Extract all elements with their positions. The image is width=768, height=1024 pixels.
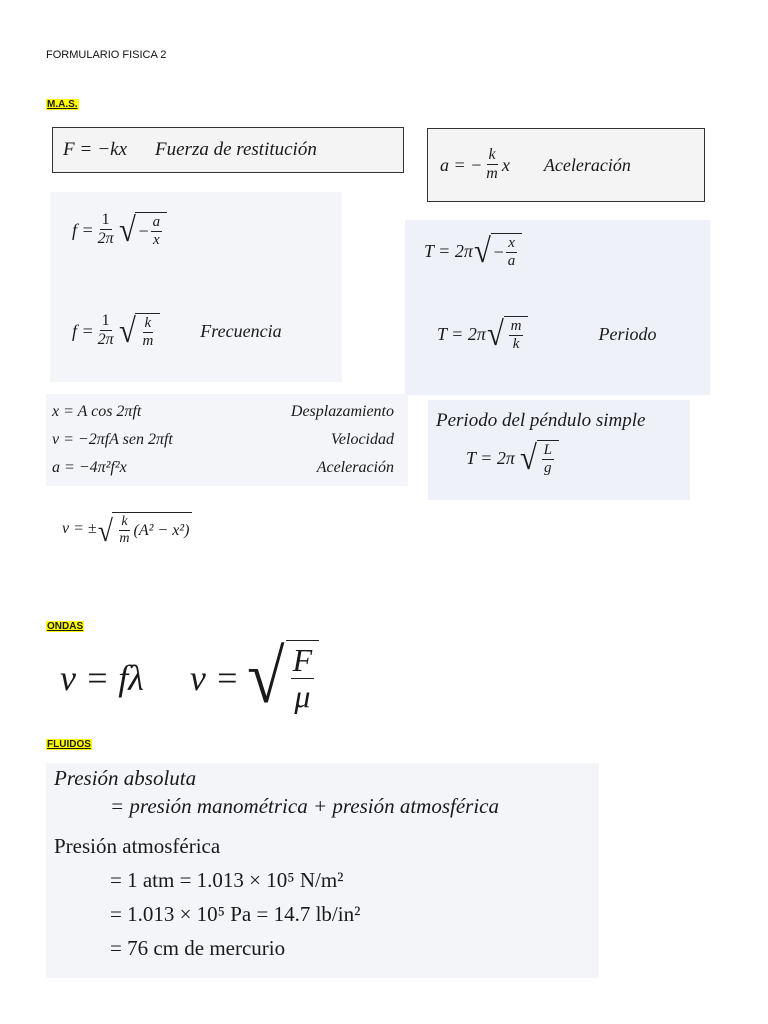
kinematics-row-displacement	[52, 398, 394, 426]
period2-label: Periodo	[598, 323, 657, 344]
period2-lhs: T = 2π	[437, 323, 486, 344]
section-heading-mas	[46, 94, 79, 112]
freq1-num: 1	[101, 211, 110, 229]
velocity-den: m	[119, 530, 130, 546]
freq1-rad-prefix: −	[138, 221, 149, 242]
section-heading-ondas-label: ONDAS	[47, 621, 84, 632]
fluids-text-block	[54, 768, 499, 972]
kinematics-label: Aceleración	[316, 459, 394, 476]
kinematics-table	[52, 398, 394, 482]
formula-frequency-1	[72, 212, 167, 248]
formula-period-2	[437, 316, 656, 352]
formula-pendulum	[466, 440, 559, 476]
formula-period-1	[424, 233, 522, 269]
fluids-line-atmospheric-pressure: Presión atmosférica	[54, 834, 221, 858]
accel-den: m	[486, 165, 498, 183]
freq1-den: 2π	[97, 230, 114, 248]
freq2-rad-den: m	[142, 332, 154, 349]
accel-label: Aceleración	[543, 154, 631, 175]
waves-eq1: v = fλ	[60, 657, 144, 698]
fluids-line-atm-newtons: = 1 atm = 1.013 × 10⁵ N/m²	[110, 868, 344, 892]
period2-rad-den: k	[512, 335, 520, 352]
freq1-lhs: f =	[72, 219, 94, 240]
pendulum-rad-den: g	[544, 459, 552, 476]
formula-velocity	[62, 512, 192, 546]
period2-sqrt: √ $\frac{m}{k}$	[486, 316, 529, 352]
kinematics-eq: v = −2πfA sen 2πft	[52, 431, 173, 448]
velocity-num: k	[121, 514, 128, 529]
freq2-lhs: f =	[72, 320, 94, 341]
document-title: FORMULARIO FISICA 2	[46, 49, 167, 61]
waves-num: F	[292, 642, 313, 679]
period1-rad-prefix: −	[493, 242, 504, 263]
period2-rad-num: m	[510, 318, 522, 334]
section-heading-ondas	[46, 616, 84, 634]
freq1-rad-den: x	[153, 231, 160, 248]
accel-num: k	[488, 146, 496, 164]
period1-lhs: T = 2π	[424, 240, 473, 261]
formula-waves	[60, 636, 319, 719]
pendulum-sqrt: √ $\frac{L}{g}$	[519, 440, 559, 476]
kinematics-row-acceleration	[52, 454, 394, 482]
velocity-sqrt: √ $\frac{k}{m}$ (A² − x²)	[97, 512, 193, 546]
period1-rad-num: x	[508, 235, 515, 251]
waves-eq2-lhs: v =	[189, 657, 240, 698]
kinematics-label: Desplazamiento	[290, 403, 394, 420]
pendulum-lhs: T = 2π	[466, 447, 515, 468]
restoring-rhs: −kx	[97, 139, 128, 160]
freq2-den: 2π	[97, 331, 114, 349]
velocity-tail: (A² − x²)	[133, 521, 190, 539]
freq2-rad-num: k	[144, 315, 152, 331]
freq1-sqrt: √ − $\frac{a}{x}$	[118, 212, 167, 248]
restoring-label: Fuerza de restitución	[155, 139, 317, 160]
fluids-line-atm-pascal: = 1.013 × 10⁵ Pa = 14.7 lb/in²	[110, 902, 361, 926]
fluids-line-absolute-pressure: Presión absoluta	[54, 766, 197, 790]
accel-tail: x	[501, 154, 510, 175]
kinematics-eq: x = A cos 2πft	[52, 403, 142, 420]
pendulum-rad-num: L	[543, 442, 552, 458]
freq2-num: 1	[101, 312, 110, 330]
kinematics-row-velocity	[52, 426, 394, 454]
freq2-label: Frecuencia	[200, 320, 282, 341]
waves-den: μ	[294, 678, 311, 714]
formula-restoring-force: F = −kx Fuerza de restitución	[52, 127, 404, 173]
freq2-sqrt: √ $\frac{k}{m}$	[118, 313, 161, 349]
fluids-line-atm-mercury: = 76 cm de mercurio	[110, 936, 286, 960]
kinematics-eq: a = −4π²f²x	[52, 459, 127, 476]
freq1-rad-num: a	[152, 214, 161, 230]
kinematics-label: Velocidad	[330, 431, 394, 448]
accel-lhs: a = −	[440, 154, 483, 175]
section-heading-fluidos	[46, 734, 92, 752]
section-heading-mas-label: M.A.S.	[47, 99, 78, 110]
freq1-fraction	[96, 212, 116, 247]
pendulum-title: Periodo del péndulo simple	[436, 410, 646, 431]
fluids-line-absolute-definition: = presión manométrica + presión atmosférica	[110, 794, 500, 818]
formula-acceleration-box	[427, 128, 705, 202]
velocity-lhs: v = ±	[62, 520, 97, 538]
section-heading-fluidos-label: FLUIDOS	[47, 739, 91, 750]
period1-sqrt: √ − $\frac{x}{a}$	[473, 233, 522, 269]
formula-frequency-2	[72, 313, 282, 349]
freq2-fraction	[96, 313, 116, 348]
accel-fraction	[484, 147, 500, 182]
waves-sqrt: √ $\frac{F}{\mu}$	[245, 640, 319, 716]
restoring-lhs: F	[63, 139, 75, 160]
period1-rad-den: a	[507, 252, 516, 269]
